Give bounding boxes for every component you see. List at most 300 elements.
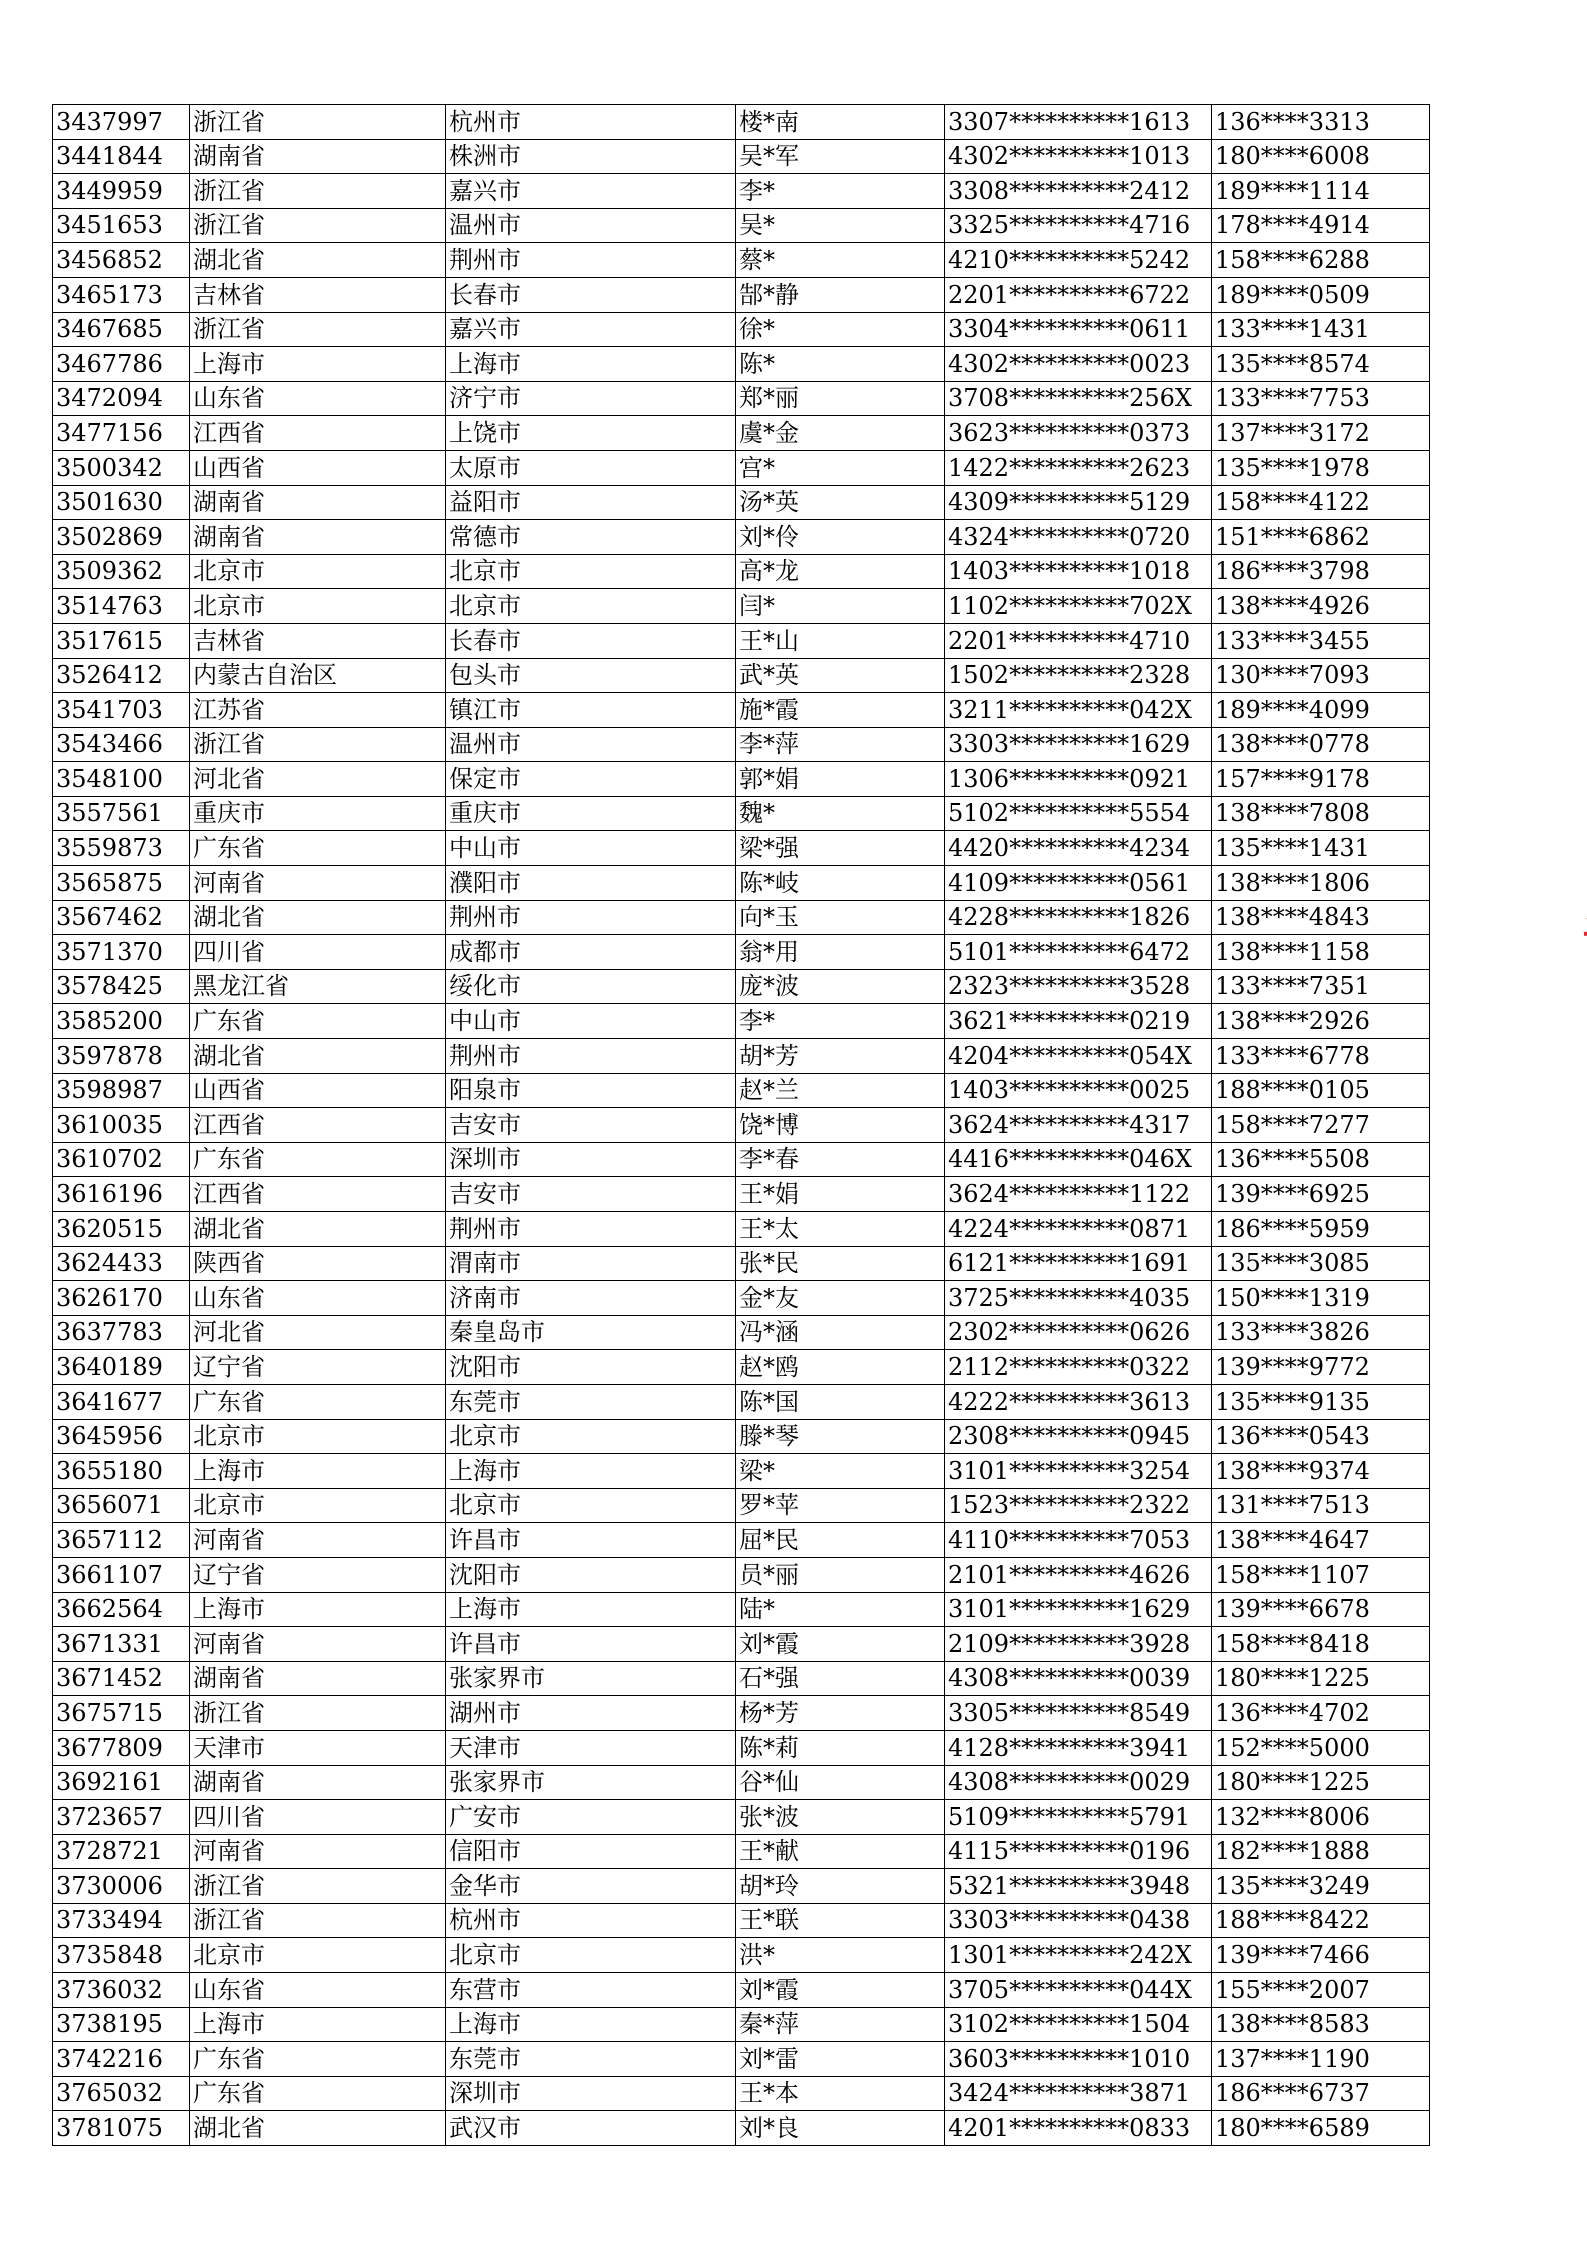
province-cell: 湖北省	[190, 1039, 446, 1074]
id-number-cell: 3424**********3871	[945, 2076, 1212, 2111]
province-cell: 广东省	[190, 1142, 446, 1177]
table-row	[53, 1350, 1430, 1385]
id-cell: 3645956	[53, 1419, 190, 1454]
table-row	[53, 762, 1430, 797]
id-number-cell: 3725**********4035	[945, 1281, 1212, 1316]
id-cell: 3610035	[53, 1108, 190, 1143]
id-number-cell: 3303**********1629	[945, 727, 1212, 762]
table-row	[53, 243, 1430, 278]
id-cell: 3472094	[53, 381, 190, 416]
city-cell: 济宁市	[446, 381, 736, 416]
id-cell: 3736032	[53, 1973, 190, 2008]
table-row	[53, 416, 1430, 451]
id-cell: 3626170	[53, 1281, 190, 1316]
city-cell: 太原市	[446, 450, 736, 485]
phone-cell: 136****0543	[1212, 1419, 1430, 1454]
table-row	[53, 1973, 1430, 2008]
id-cell: 3723657	[53, 1800, 190, 1835]
name-cell: 王*娟	[736, 1177, 945, 1212]
id-cell: 3509362	[53, 554, 190, 589]
province-cell: 黑龙江省	[190, 969, 446, 1004]
id-number-cell: 4416**********046X	[945, 1142, 1212, 1177]
table-row	[53, 2042, 1430, 2077]
id-cell: 3733494	[53, 1903, 190, 1938]
name-cell: 刘*霞	[736, 1627, 945, 1662]
phone-cell: 151****6862	[1212, 520, 1430, 555]
city-cell: 濮阳市	[446, 866, 736, 901]
city-cell: 东莞市	[446, 2042, 736, 2077]
id-cell: 3557561	[53, 796, 190, 831]
name-cell: 庞*波	[736, 969, 945, 1004]
id-number-cell: 1403**********0025	[945, 1073, 1212, 1108]
id-number-cell: 2201**********4710	[945, 623, 1212, 658]
table-row	[53, 1142, 1430, 1177]
province-cell: 浙江省	[190, 1696, 446, 1731]
province-cell: 江西省	[190, 416, 446, 451]
province-cell: 河南省	[190, 1523, 446, 1558]
table-row	[53, 312, 1430, 347]
name-cell: 王*献	[736, 1834, 945, 1869]
city-cell: 长春市	[446, 277, 736, 312]
table-row	[53, 1869, 1430, 1904]
city-cell: 荆州市	[446, 900, 736, 935]
id-number-cell: 4302**********1013	[945, 139, 1212, 174]
city-cell: 杭州市	[446, 1903, 736, 1938]
id-cell: 3437997	[53, 105, 190, 140]
phone-cell: 180****1225	[1212, 1765, 1430, 1800]
id-cell: 3692161	[53, 1765, 190, 1800]
name-cell: 王*太	[736, 1212, 945, 1247]
id-cell: 3571370	[53, 935, 190, 970]
table-row	[53, 1419, 1430, 1454]
table-row	[53, 1661, 1430, 1696]
id-number-cell: 4309**********5129	[945, 485, 1212, 520]
id-number-cell: 4109**********0561	[945, 866, 1212, 901]
id-cell: 3441844	[53, 139, 190, 174]
phone-cell: 133****3826	[1212, 1315, 1430, 1350]
phone-cell: 180****1225	[1212, 1661, 1430, 1696]
id-number-cell: 3621**********0219	[945, 1004, 1212, 1039]
phone-cell: 139****6925	[1212, 1177, 1430, 1212]
phone-cell: 133****7753	[1212, 381, 1430, 416]
city-cell: 张家界市	[446, 1765, 736, 1800]
province-cell: 重庆市	[190, 796, 446, 831]
city-cell: 中山市	[446, 831, 736, 866]
city-cell: 渭南市	[446, 1246, 736, 1281]
id-cell: 3456852	[53, 243, 190, 278]
name-cell: 陈*国	[736, 1384, 945, 1419]
id-cell: 3656071	[53, 1488, 190, 1523]
phone-cell: 178****4914	[1212, 208, 1430, 243]
id-number-cell: 3325**********4716	[945, 208, 1212, 243]
name-cell: 胡*芳	[736, 1039, 945, 1074]
id-number-cell: 3101**********3254	[945, 1454, 1212, 1489]
id-number-cell: 2112**********0322	[945, 1350, 1212, 1385]
province-cell: 山东省	[190, 381, 446, 416]
city-cell: 湖州市	[446, 1696, 736, 1731]
id-cell: 3616196	[53, 1177, 190, 1212]
city-cell: 镇江市	[446, 693, 736, 728]
id-cell: 3624433	[53, 1246, 190, 1281]
city-cell: 成都市	[446, 935, 736, 970]
id-cell: 3637783	[53, 1315, 190, 1350]
table-row	[53, 935, 1430, 970]
id-cell: 3730006	[53, 1869, 190, 1904]
city-cell: 秦皇岛市	[446, 1315, 736, 1350]
name-cell: 李*萍	[736, 727, 945, 762]
name-cell: 王*本	[736, 2076, 945, 2111]
city-cell: 武汉市	[446, 2111, 736, 2146]
id-number-cell: 4308**********0029	[945, 1765, 1212, 1800]
id-number-cell: 3308**********2412	[945, 174, 1212, 209]
city-cell: 天津市	[446, 1730, 736, 1765]
id-number-cell: 1301**********242X	[945, 1938, 1212, 1973]
province-cell: 广东省	[190, 1004, 446, 1039]
name-cell: 赵*鸥	[736, 1350, 945, 1385]
id-cell: 3567462	[53, 900, 190, 935]
province-cell: 河北省	[190, 762, 446, 797]
city-cell: 东营市	[446, 1973, 736, 2008]
city-cell: 沈阳市	[446, 1350, 736, 1385]
province-cell: 山东省	[190, 1281, 446, 1316]
id-cell: 3500342	[53, 450, 190, 485]
phone-cell: 186****6737	[1212, 2076, 1430, 2111]
phone-cell: 189****0509	[1212, 277, 1430, 312]
id-cell: 3543466	[53, 727, 190, 762]
phone-cell: 189****1114	[1212, 174, 1430, 209]
id-number-cell: 5102**********5554	[945, 796, 1212, 831]
table-row	[53, 623, 1430, 658]
table-row	[53, 796, 1430, 831]
table-row	[53, 1073, 1430, 1108]
province-cell: 上海市	[190, 1592, 446, 1627]
province-cell: 浙江省	[190, 1903, 446, 1938]
id-number-cell: 3305**********8549	[945, 1696, 1212, 1731]
name-cell: 谷*仙	[736, 1765, 945, 1800]
id-number-cell: 4115**********0196	[945, 1834, 1212, 1869]
id-number-cell: 4224**********0871	[945, 1212, 1212, 1247]
province-cell: 吉林省	[190, 277, 446, 312]
city-cell: 绥化市	[446, 969, 736, 1004]
phone-cell: 186****3798	[1212, 554, 1430, 589]
id-number-cell: 1403**********1018	[945, 554, 1212, 589]
phone-cell: 137****1190	[1212, 2042, 1430, 2077]
id-cell: 3502869	[53, 520, 190, 555]
province-cell: 广东省	[190, 2076, 446, 2111]
name-cell: 向*玉	[736, 900, 945, 935]
phone-cell: 157****9178	[1212, 762, 1430, 797]
table-row	[53, 1938, 1430, 1973]
city-cell: 保定市	[446, 762, 736, 797]
id-number-cell: 1422**********2623	[945, 450, 1212, 485]
id-cell: 3610702	[53, 1142, 190, 1177]
name-cell: 张*民	[736, 1246, 945, 1281]
phone-cell: 158****6288	[1212, 243, 1430, 278]
id-cell: 3477156	[53, 416, 190, 451]
city-cell: 许昌市	[446, 1523, 736, 1558]
table-row	[53, 589, 1430, 624]
name-cell: 刘*霞	[736, 1973, 945, 2008]
phone-cell: 138****7808	[1212, 796, 1430, 831]
city-cell: 张家界市	[446, 1661, 736, 1696]
city-cell: 金华市	[446, 1869, 736, 1904]
id-number-cell: 4128**********3941	[945, 1730, 1212, 1765]
phone-cell: 139****9772	[1212, 1350, 1430, 1385]
name-cell: 刘*良	[736, 2111, 945, 2146]
table-row	[53, 2007, 1430, 2042]
phone-cell: 158****8418	[1212, 1627, 1430, 1662]
province-cell: 吉林省	[190, 623, 446, 658]
id-cell: 3526412	[53, 658, 190, 693]
city-cell: 深圳市	[446, 1142, 736, 1177]
id-cell: 3620515	[53, 1212, 190, 1247]
id-number-cell: 3708**********256X	[945, 381, 1212, 416]
phone-cell: 133****1431	[1212, 312, 1430, 347]
province-cell: 浙江省	[190, 727, 446, 762]
phone-cell: 135****8574	[1212, 347, 1430, 382]
province-cell: 辽宁省	[190, 1350, 446, 1385]
table-row	[53, 693, 1430, 728]
province-cell: 河南省	[190, 1834, 446, 1869]
table-row	[53, 831, 1430, 866]
name-cell: 吴*军	[736, 139, 945, 174]
phone-cell: 138****4647	[1212, 1523, 1430, 1558]
name-cell: 翁*用	[736, 935, 945, 970]
city-cell: 信阳市	[446, 1834, 736, 1869]
city-cell: 广安市	[446, 1800, 736, 1835]
phone-cell: 139****6678	[1212, 1592, 1430, 1627]
id-number-cell: 4222**********3613	[945, 1384, 1212, 1419]
name-cell: 陈*岐	[736, 866, 945, 901]
name-cell: 陈*	[736, 347, 945, 382]
phone-cell: 138****8583	[1212, 2007, 1430, 2042]
id-number-cell: 2101**********4626	[945, 1557, 1212, 1592]
table-row	[53, 2076, 1430, 2111]
table-body	[53, 105, 1430, 2146]
province-cell: 浙江省	[190, 105, 446, 140]
name-cell: 王*山	[736, 623, 945, 658]
phone-cell: 158****7277	[1212, 1108, 1430, 1143]
table-row	[53, 1730, 1430, 1765]
province-cell: 山东省	[190, 1973, 446, 2008]
name-cell: 石*强	[736, 1661, 945, 1696]
id-number-cell: 1502**********2328	[945, 658, 1212, 693]
id-cell: 3559873	[53, 831, 190, 866]
table-row	[53, 1177, 1430, 1212]
province-cell: 北京市	[190, 1488, 446, 1523]
province-cell: 辽宁省	[190, 1557, 446, 1592]
name-cell: 梁*	[736, 1454, 945, 1489]
id-number-cell: 2201**********6722	[945, 277, 1212, 312]
name-cell: 郑*丽	[736, 381, 945, 416]
province-cell: 四川省	[190, 935, 446, 970]
name-cell: 员*丽	[736, 1557, 945, 1592]
name-cell: 金*友	[736, 1281, 945, 1316]
city-cell: 沈阳市	[446, 1557, 736, 1592]
city-cell: 吉安市	[446, 1177, 736, 1212]
city-cell: 常德市	[446, 520, 736, 555]
city-cell: 济南市	[446, 1281, 736, 1316]
city-cell: 益阳市	[446, 485, 736, 520]
id-number-cell: 4228**********1826	[945, 900, 1212, 935]
table-row	[53, 1384, 1430, 1419]
table-row	[53, 277, 1430, 312]
id-number-cell: 3211**********042X	[945, 693, 1212, 728]
table-row	[53, 347, 1430, 382]
id-number-cell: 5101**********6472	[945, 935, 1212, 970]
province-cell: 内蒙古自治区	[190, 658, 446, 693]
name-cell: 郭*娟	[736, 762, 945, 797]
id-number-cell: 4210**********5242	[945, 243, 1212, 278]
id-number-cell: 3303**********0438	[945, 1903, 1212, 1938]
province-cell: 湖南省	[190, 1661, 446, 1696]
phone-cell: 186****5959	[1212, 1212, 1430, 1247]
id-number-cell: 3705**********044X	[945, 1973, 1212, 2008]
id-cell: 3662564	[53, 1592, 190, 1627]
phone-cell: 158****4122	[1212, 485, 1430, 520]
id-number-cell: 4110**********7053	[945, 1523, 1212, 1558]
name-cell: 李*春	[736, 1142, 945, 1177]
id-cell: 3451653	[53, 208, 190, 243]
city-cell: 东莞市	[446, 1384, 736, 1419]
table-row	[53, 208, 1430, 243]
id-cell: 3641677	[53, 1384, 190, 1419]
id-number-cell: 2308**********0945	[945, 1419, 1212, 1454]
name-cell: 滕*琴	[736, 1419, 945, 1454]
table-row	[53, 1592, 1430, 1627]
phone-cell: 130****7093	[1212, 658, 1430, 693]
name-cell: 洪*	[736, 1938, 945, 1973]
phone-cell: 136****4702	[1212, 1696, 1430, 1731]
name-cell: 虞*金	[736, 416, 945, 451]
table-row	[53, 1246, 1430, 1281]
province-cell: 江西省	[190, 1177, 446, 1212]
name-cell: 李*	[736, 1004, 945, 1039]
id-number-cell: 3624**********4317	[945, 1108, 1212, 1143]
city-cell: 许昌市	[446, 1627, 736, 1662]
table-row	[53, 450, 1430, 485]
phone-cell: 133****7351	[1212, 969, 1430, 1004]
table-row	[53, 1108, 1430, 1143]
id-number-cell: 3304**********0611	[945, 312, 1212, 347]
table-row	[53, 174, 1430, 209]
id-cell: 3578425	[53, 969, 190, 1004]
table-row	[53, 1281, 1430, 1316]
id-number-cell: 2109**********3928	[945, 1627, 1212, 1662]
province-cell: 湖南省	[190, 520, 446, 555]
id-cell: 3565875	[53, 866, 190, 901]
city-cell: 上饶市	[446, 416, 736, 451]
phone-cell: 138****1806	[1212, 866, 1430, 901]
phone-cell: 135****3085	[1212, 1246, 1430, 1281]
table-row	[53, 900, 1430, 935]
table-row	[53, 485, 1430, 520]
table-row	[53, 1903, 1430, 1938]
phone-cell: 138****0778	[1212, 727, 1430, 762]
city-cell: 嘉兴市	[446, 174, 736, 209]
name-cell: 郜*静	[736, 277, 945, 312]
city-cell: 嘉兴市	[446, 312, 736, 347]
id-cell: 3742216	[53, 2042, 190, 2077]
city-cell: 株洲市	[446, 139, 736, 174]
phone-cell: 133****6778	[1212, 1039, 1430, 1074]
city-cell: 北京市	[446, 1938, 736, 1973]
province-cell: 江西省	[190, 1108, 446, 1143]
id-number-cell: 1102**********702X	[945, 589, 1212, 624]
name-cell: 杨*芳	[736, 1696, 945, 1731]
phone-cell: 182****1888	[1212, 1834, 1430, 1869]
name-cell: 施*霞	[736, 693, 945, 728]
phone-cell: 158****1107	[1212, 1557, 1430, 1592]
id-number-cell: 4302**********0023	[945, 347, 1212, 382]
city-cell: 北京市	[446, 1488, 736, 1523]
id-number-cell: 3624**********1122	[945, 1177, 1212, 1212]
table-row	[53, 1696, 1430, 1731]
phone-cell: 138****1158	[1212, 935, 1430, 970]
name-cell: 徐*	[736, 312, 945, 347]
phone-cell: 137****3172	[1212, 416, 1430, 451]
phone-cell: 188****8422	[1212, 1903, 1430, 1938]
id-cell: 3467685	[53, 312, 190, 347]
phone-cell: 155****2007	[1212, 1973, 1430, 2008]
province-cell: 北京市	[190, 1419, 446, 1454]
name-cell: 赵*兰	[736, 1073, 945, 1108]
id-cell: 3467786	[53, 347, 190, 382]
name-cell: 屈*民	[736, 1523, 945, 1558]
city-cell: 上海市	[446, 1592, 736, 1627]
phone-cell: 135****1431	[1212, 831, 1430, 866]
id-cell: 3598987	[53, 1073, 190, 1108]
province-cell: 上海市	[190, 2007, 446, 2042]
name-cell: 楼*南	[736, 105, 945, 140]
province-cell: 湖南省	[190, 485, 446, 520]
phone-cell: 135****9135	[1212, 1384, 1430, 1419]
id-cell: 3514763	[53, 589, 190, 624]
table-row	[53, 727, 1430, 762]
id-cell: 3541703	[53, 693, 190, 728]
phone-cell: 188****0105	[1212, 1073, 1430, 1108]
city-cell: 包头市	[446, 658, 736, 693]
table-row	[53, 1765, 1430, 1800]
id-cell: 3735848	[53, 1938, 190, 1973]
name-cell: 陈*莉	[736, 1730, 945, 1765]
id-number-cell: 3307**********1613	[945, 105, 1212, 140]
data-table	[52, 104, 1430, 2146]
id-cell: 3671331	[53, 1627, 190, 1662]
id-number-cell: 3101**********1629	[945, 1592, 1212, 1627]
phone-cell: 131****7513	[1212, 1488, 1430, 1523]
name-cell: 刘*伶	[736, 520, 945, 555]
official-seal-stamp	[1568, 728, 1587, 1028]
id-number-cell: 4420**********4234	[945, 831, 1212, 866]
table-row	[53, 2111, 1430, 2146]
id-number-cell: 2302**********0626	[945, 1315, 1212, 1350]
province-cell: 江苏省	[190, 693, 446, 728]
table-row	[53, 381, 1430, 416]
id-cell: 3655180	[53, 1454, 190, 1489]
province-cell: 广东省	[190, 831, 446, 866]
province-cell: 上海市	[190, 347, 446, 382]
table-row	[53, 1212, 1430, 1247]
id-cell: 3585200	[53, 1004, 190, 1039]
name-cell: 冯*涵	[736, 1315, 945, 1350]
name-cell: 胡*玲	[736, 1869, 945, 1904]
id-number-cell: 4204**********054X	[945, 1039, 1212, 1074]
phone-cell: 180****6008	[1212, 139, 1430, 174]
city-cell: 重庆市	[446, 796, 736, 831]
province-cell: 湖北省	[190, 2111, 446, 2146]
table-row	[53, 1627, 1430, 1662]
